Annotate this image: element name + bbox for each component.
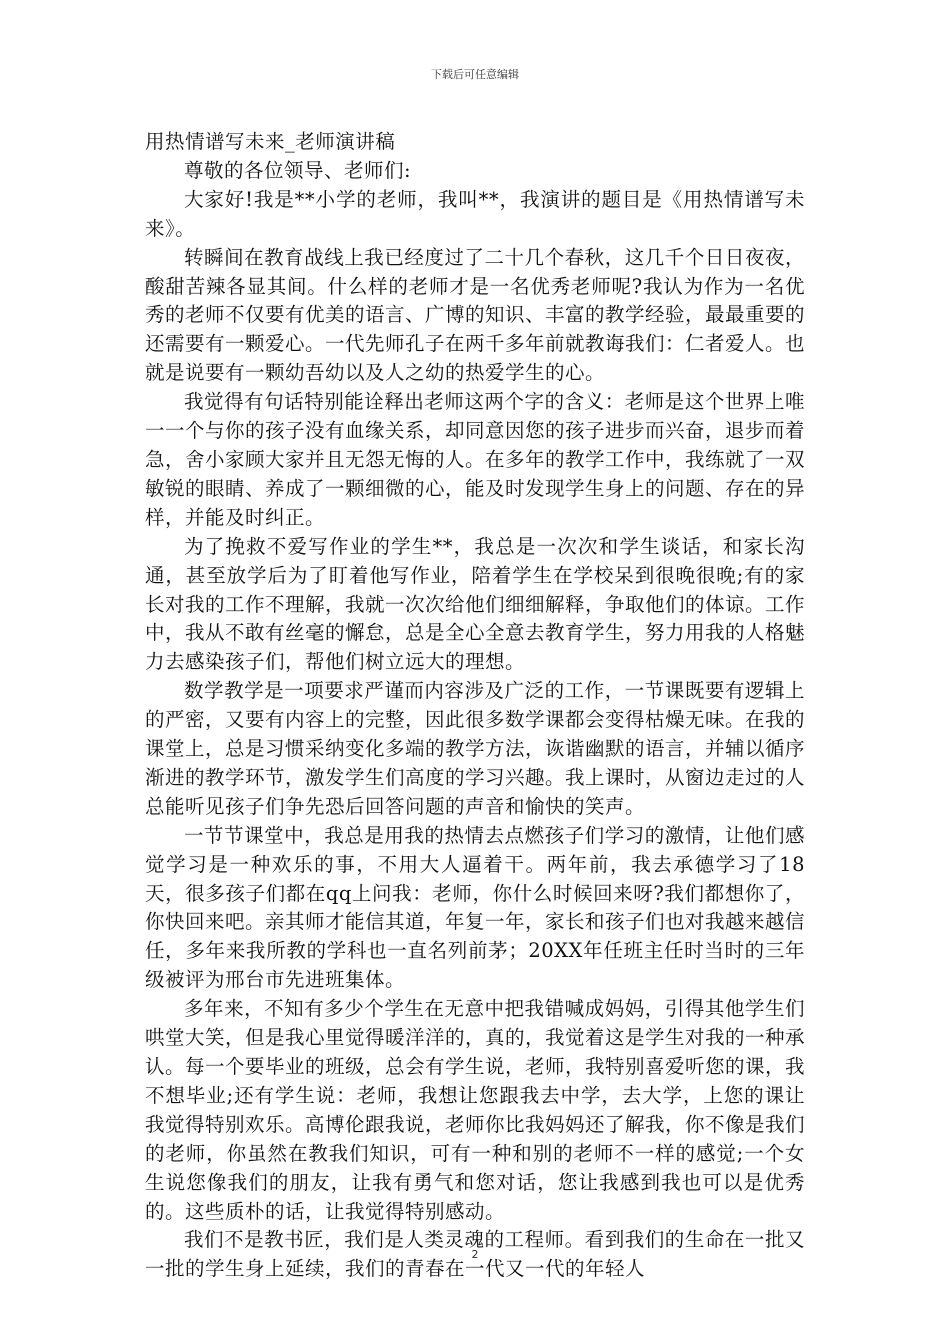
paragraph: 为了挽救不爱写作业的学生**，我总是一次次和学生谈话，和家长沟通，甚至放学后为了盯着他写作业，陪着学生在学校呆到很晚很晚;有的家长对我的工作不理解，我就一次次给他们细细解释，争取他们的体谅。工作中，我从不敢有丝毫的懈怠，总是全心全意去教育学生，努力用我的人格魅力去感染孩子们，帮他们树立远大的理想。 [145, 534, 806, 674]
paragraph: 我们不是教书匠，我们是人类灵魂的工程师。看到我们的生命在一批又一批的学生身上延续，我们的青春在一代又一代的年轻人 [145, 1228, 805, 1281]
document-body [145, 128, 805, 1284]
document-title: 用热情谱写未来_老师演讲稿 [145, 130, 396, 153]
page-number: 2 [471, 1248, 479, 1261]
paragraph: 多年来，不知有多少个学生在无意中把我错喊成妈妈，引得其他学生们哄堂大笑，但是我心里觉得暖洋洋的，真的，我觉着这是学生对我的一种承认。每一个要毕业的班级，总会有学生说，老师，我特别喜爱听您的课，我不想毕业;还有学生说：老师，我想让您跟我去中学，去大学，上您的课让我觉得特别欢乐。高博伦跟我说，老师你比我妈妈还了解我，你不像是我们的老师，你虽然在教我们知识，可有一种和别的老师不一样的感觉;一个女生说您像我们的朋友，让我有勇气和您对话，您让我感到我也可以是优秀的。这些质朴的话，让我觉得特别感动。 [145, 997, 806, 1223]
paragraph: 我觉得有句话特别能诠释出老师这两个字的含义：老师是这个世界上唯一一个与你的孩子没有血缘关系，却同意因您的孩子进步而兴奋，退步而着急，舍小家顾大家并且无怨无悔的人。在多年的教学工作中，我练就了一双敏锐的眼睛、养成了一颗细微的心，能及时发现学生身上的问题、存在的异样，并能及时纠正。 [145, 390, 806, 529]
page-header-note: 下载后可任意编辑 [431, 68, 519, 81]
paragraph-greeting: 大家好!我是**小学的老师，我叫**，我演讲的题目是《用热情谱写未来》。 [145, 187, 805, 240]
paragraph: 转瞬间在教育战线上我已经度过了二十几个春秋，这几千个日日夜夜，酸甜苦辣各显其间。什么样的老师才是一名优秀老师呢?我认为作为一名优秀的老师不仅要有优美的语言、广博的知识、丰富的教学经验，最最重要的还需要有一颗爱心。一代先师孔子在两千多年前就教诲我们：仁者爱人。也就是说要有一颗幼吾幼以及人之幼的热爱学生的心。 [145, 245, 806, 385]
paragraph: 数学教学是一项要求严谨而内容涉及广泛的工作，一节课既要有逻辑上的严密，又要有内容上的完整，因此很多数学课都会变得枯燥无味。在我的课堂上，总是习惯采纳变化多端的教学方法，诙谐幽默的语言，并辅以循序渐进的教学环节，激发学生们高度的学习兴趣。我上课时，从窗边走过的人总能听见孩子们争先恐后回答问题的声音和愉快的笑声。 [145, 679, 806, 818]
paragraph: 一节节课堂中，我总是用我的热情去点燃孩子们学习的激情，让他们感觉学习是一种欢乐的事，不用大人逼着干。两年前，我去承德学习了18天，很多孩子们都在qq上问我：老师，你什么时候回来呀?我们都想你了，你快回来吧。亲其师才能信其道，年复一年，家长和孩子们也对我越来越信任，多年来我所教的学科也一直名列前茅；20XX年任班主任时当时的三年级被评为邢台市先进班集体。 [145, 823, 806, 992]
paragraph-salutation: 尊敬的各位领导、老师们: [184, 158, 412, 182]
